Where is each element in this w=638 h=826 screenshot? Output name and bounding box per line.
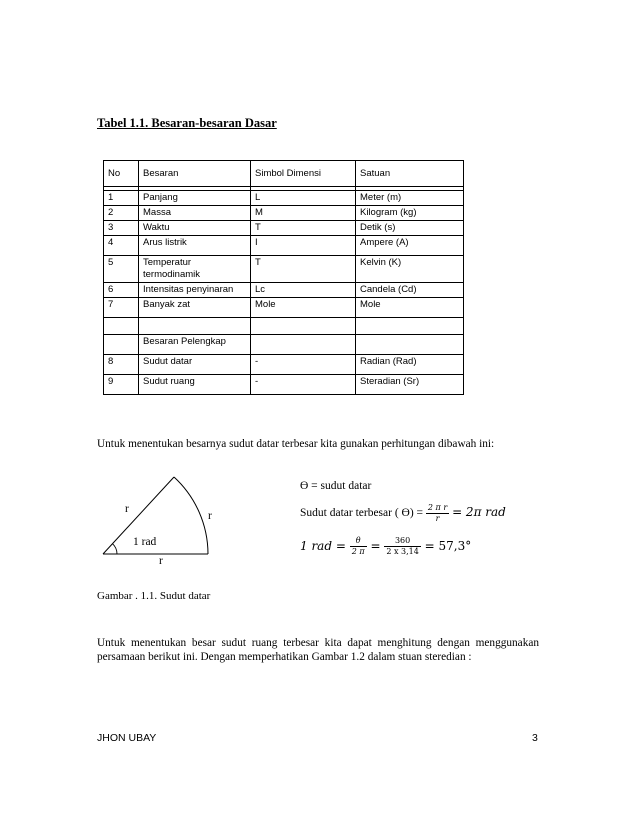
cell-no: 1 bbox=[104, 191, 139, 206]
sector-arc bbox=[174, 477, 208, 554]
label-r-right: r bbox=[208, 510, 212, 522]
cell-satuan: Ampere (A) bbox=[356, 236, 464, 256]
table-row bbox=[104, 236, 464, 256]
formula-one-radian-prefix: 1 rad = bbox=[300, 539, 346, 553]
cell-simbol: - bbox=[251, 355, 356, 375]
table-empty-row bbox=[104, 318, 464, 335]
cell-simbol: M bbox=[251, 206, 356, 221]
cell-besaran: Waktu bbox=[139, 221, 251, 236]
cell-no: 6 bbox=[104, 283, 139, 298]
page-number: 3 bbox=[532, 732, 538, 744]
table-caption: Tabel 1.1. Besaran-besaran Dasar bbox=[97, 116, 277, 130]
cell-besaran: Panjang bbox=[139, 191, 251, 206]
paragraph-sudut-datar: Untuk menentukan besarnya sudut datar terbesar kita gunakan perhitungan dibawah ini: bbox=[97, 438, 495, 450]
cell-no: 4 bbox=[104, 236, 139, 256]
fraction-theta-over-2pi: $\frac{\theta}{2 \pi}$ bbox=[351, 536, 365, 556]
cell-satuan: Mole bbox=[356, 298, 464, 318]
formula-largest-angle-prefix: Sudut datar terbesar ( Ɵ) = bbox=[300, 507, 424, 520]
cell-besaran: Sudut ruang bbox=[139, 375, 251, 395]
header-satuan: Satuan bbox=[356, 161, 464, 187]
cell-satuan: Kilogram (kg) bbox=[356, 206, 464, 221]
cell-satuan: Radian (Rad) bbox=[356, 355, 464, 375]
table-supplement-header-row bbox=[104, 335, 464, 355]
cell-satuan: Steradian (Sr) bbox=[356, 375, 464, 395]
table-row bbox=[104, 206, 464, 221]
header-no: No bbox=[104, 161, 139, 187]
table-row bbox=[104, 221, 464, 236]
dimension-table bbox=[103, 160, 464, 395]
table-row bbox=[104, 298, 464, 318]
figure-caption: Gambar . 1.1. Sudut datar bbox=[97, 590, 211, 602]
cell-besaran: Sudut datar bbox=[139, 355, 251, 375]
cell-besaran: Intensitas penyinaran bbox=[139, 283, 251, 298]
cell-simbol: Mole bbox=[251, 298, 356, 318]
cell-no: 5 bbox=[104, 256, 139, 283]
table-row bbox=[104, 283, 464, 298]
table-row bbox=[104, 355, 464, 375]
cell-besaran: Massa bbox=[139, 206, 251, 221]
cell-satuan: Candela (Cd) bbox=[356, 283, 464, 298]
cell-simbol: T bbox=[251, 256, 356, 283]
paragraph-sudut-ruang: Untuk menentukan besar sudut ruang terbesar kita dapat menghitung dengan menggunakan persamaan berikut ini. Dengan memperhatikan Gambar 1.2 dalam stuan steredian : bbox=[97, 637, 539, 663]
formula-largest-angle-result: = 2π rad bbox=[452, 505, 506, 520]
formula-theta-definition: Ɵ = sudut datar bbox=[300, 480, 372, 492]
footer-author: JHON UBAY bbox=[97, 732, 157, 744]
formula-one-radian: 1 rad = $\frac{\theta}{2 \pi}$ = $\frac{360}{2 x 3,14}$ = 57,3° bbox=[300, 536, 472, 556]
cell-simbol: I bbox=[251, 236, 356, 256]
cell-no: 9 bbox=[104, 375, 139, 395]
label-r-left: r bbox=[125, 503, 129, 515]
table-row bbox=[104, 375, 464, 395]
table-row bbox=[104, 256, 464, 283]
fraction-2pir-over-r: $\frac{\text{2 π r}}{r}$ bbox=[427, 503, 448, 523]
header-simbol: Simbol Dimensi bbox=[251, 161, 356, 187]
cell-simbol: L bbox=[251, 191, 356, 206]
label-angle-1rad: 1 rad bbox=[133, 536, 157, 548]
cell-satuan: Meter (m) bbox=[356, 191, 464, 206]
cell-satuan: Kelvin (K) bbox=[356, 256, 464, 283]
header-besaran: Besaran bbox=[139, 161, 251, 187]
formula-one-radian-result: = 57,3° bbox=[424, 539, 472, 553]
cell-no: 8 bbox=[104, 355, 139, 375]
cell-no: 2 bbox=[104, 206, 139, 221]
cell-simbol: Lc bbox=[251, 283, 356, 298]
table-row bbox=[104, 191, 464, 206]
cell-no: 3 bbox=[104, 221, 139, 236]
cell-simbol: - bbox=[251, 375, 356, 395]
table-header-row bbox=[104, 161, 464, 187]
cell-no: 7 bbox=[104, 298, 139, 318]
formula-largest-angle bbox=[300, 503, 506, 524]
angle-arc bbox=[113, 544, 118, 554]
cell-besaran: Banyak zat bbox=[139, 298, 251, 318]
cell-besaran: Temperatur termodinamik bbox=[139, 256, 251, 283]
supplement-header: Besaran Pelengkap bbox=[139, 335, 251, 355]
cell-besaran: Arus listrik bbox=[139, 236, 251, 256]
label-r-bottom: r bbox=[159, 555, 163, 567]
cell-satuan: Detik (s) bbox=[356, 221, 464, 236]
fraction-360-over-2x314: $\frac{360}{2 x 3,14}$ bbox=[386, 536, 419, 556]
cell-simbol: T bbox=[251, 221, 356, 236]
